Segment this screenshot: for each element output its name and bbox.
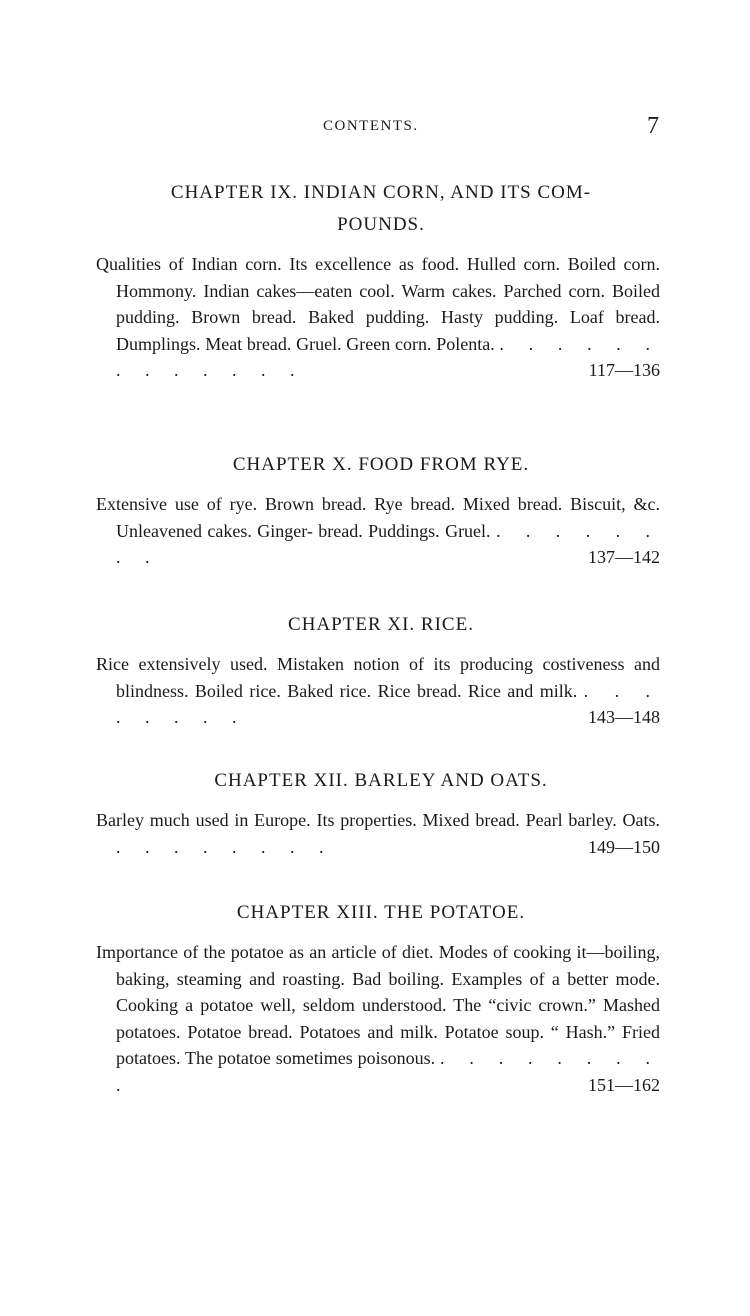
chapter-entry-x [96,449,666,589]
chapter-heading-line-1: CHAPTER IX. INDIAN CORN, AND ITS COM- [170,182,592,203]
chapter-summary [96,651,666,731]
chapter-heading: CHAPTER X. FOOD FROM RYE. [232,454,530,475]
chapter-summary-text: Importance of the potatoe as an article of diet. Modes of cooking it—boiling, baking, steaming and roasting. Bad boiling. Examples of a better mode. Cooking a potatoe well, seldom understood. The “civic crown.” Mashed potatoes. Potatoe bread. Potatoes and milk. Potatoe soup. “ Hash.” Fried potatoes. The potatoe sometimes poisonous. [96,942,660,1068]
chapter-heading: CHAPTER XI. RICE. [288,614,474,635]
chapter-summary-text: Rice extensively used. Mistaken notion of its producing costiveness and blindness. Boiled rice. Baked rice. Rice bread. Rice and milk. [96,654,660,701]
chapter-summary-text: Barley much used in Europe. Its properties. Mixed bread. Pearl barley. Oats. [96,810,660,830]
dot-leader: . . . . . . . . [116,520,660,567]
page-range: 149—150 [588,836,660,857]
chapter-summary [96,807,666,860]
page-range: 151—162 [588,1074,660,1095]
page-range: 137—142 [588,547,660,567]
chapter-heading: CHAPTER XIII. THE POTATOE. [236,902,526,923]
page-range: 117—136 [588,360,660,380]
running-title: CONTENTS. [323,118,419,134]
chapter-summary [96,251,666,384]
chapter-heading: CHAPTER XII. BARLEY AND OATS. [214,770,548,791]
dot-leader: . . . . . . . . [116,836,334,857]
dot-leader: . . . . . . . . [116,680,661,727]
page-range: 143—148 [588,707,660,727]
dot-leader: . . . . . . . . . [116,1048,661,1095]
chapter-summary-text: Extensive use of rye. Brown bread. Rye bread. Mixed bread. Biscuit, &c. Unleavened cakes. Ginger- bread. Puddings. Gruel. [96,494,660,541]
running-head [0,115,750,139]
chapter-summary [96,491,666,571]
chapter-heading [96,177,666,241]
dot-leader: . . . . . . . . . . . . . [116,333,661,380]
chapter-entry-xiii [96,897,666,1116]
chapter-entry-xii [96,765,666,878]
chapter-heading-line-2: POUNDS. [337,214,425,235]
chapter-entry-xi [96,609,666,749]
chapter-entry-ix [96,177,666,402]
chapter-summary-text: Qualities of Indian corn. Its excellence as food. Hulled corn. Boiled corn. Hommony. Indian cakes—eaten cool. Warm cakes. Parched corn. Boiled pudding. Brown bread. Baked pudding. Hasty pudding. Loaf bread. Dumplings. Meat bread. Gruel. Green corn. Polenta. [96,254,660,354]
chapter-summary [96,939,666,1098]
page-number: 7 [647,113,659,139]
